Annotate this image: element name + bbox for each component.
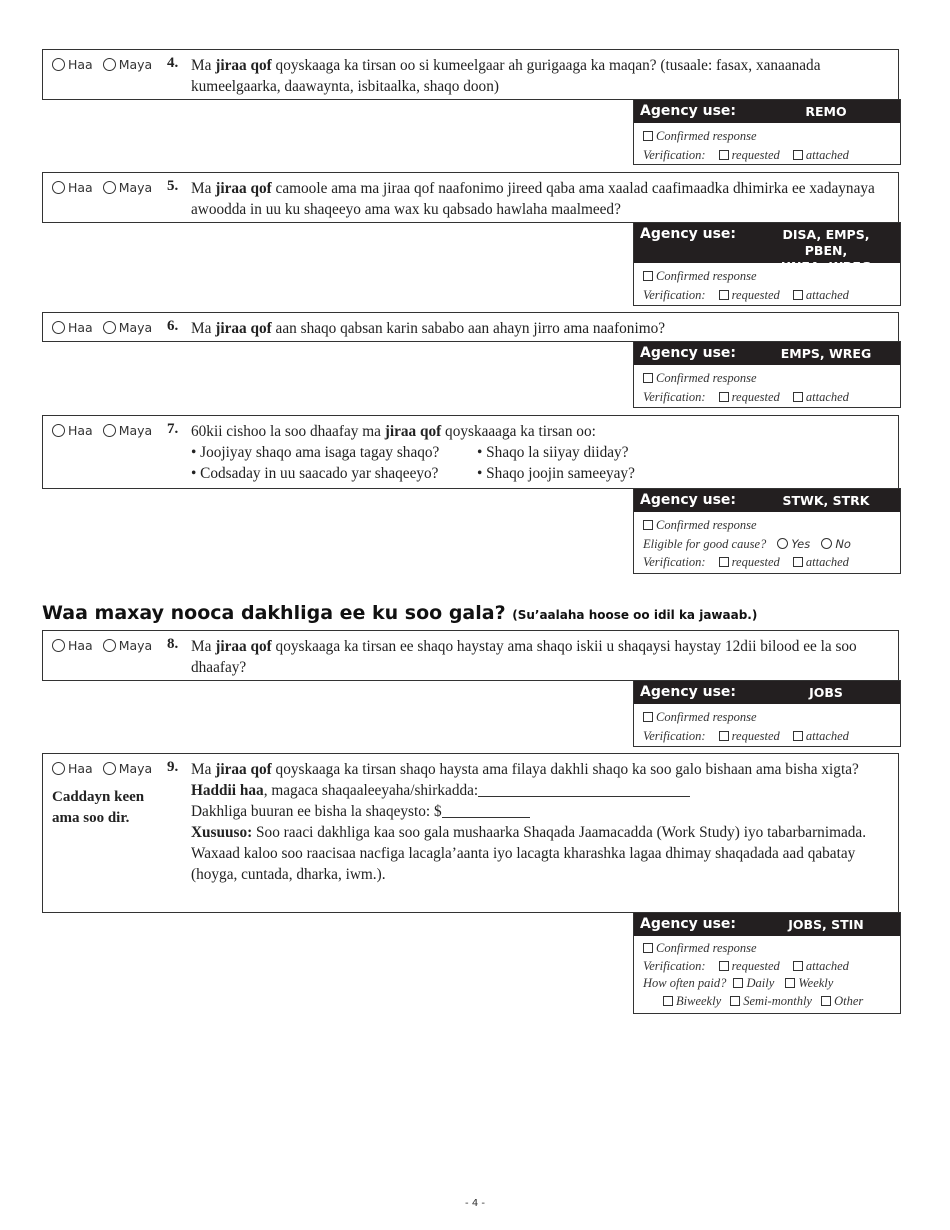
q7-bullet-1: • Joojiyay shaqo ama isaga tagay shaqo? [191,444,440,461]
agency-box-6: Agency use: EMPS, WREG Confirmed response Verification: requested attached [633,341,901,408]
monthly-income-field[interactable] [442,817,530,818]
q7-yes-radio[interactable] [52,424,65,437]
q9-text: Ma jiraa qof qoyskaaga ka tirsan shaqo haysta ama filaya dakhli shaqo ka soo galo bishaan ama bisha xigta? Haddii haa, magaca shaqaaleeyaha/shirkadda: Dakhliga buuran ee bisha la shaqeysto: $ Xusuuso: Soo raaci dakhliga kaa soo gala mushaarka Shaqada Jaamacadda (Work Study) iyo tabarbarnimada. Waxaad kaloo soo raacisaa nacfiga lacagla’aanta iyo lacagta kharashka lagaa dhimay shaqadada aad qabatay (hoyga, cuntada, dharka, iwm.). [191,761,867,883]
confirmed-checkbox[interactable] [643,373,653,383]
q7-bullet-2: • Shaqo la siiyay diiday? [477,444,629,461]
question-6: Haa Maya 6. Ma jiraa qof aan shaqo qabsan karin sababo aan ahayn jirro ama naafonimo? [42,312,899,342]
question-4 [42,49,899,100]
attached-checkbox[interactable] [793,557,803,567]
q4-no-radio[interactable] [103,58,116,71]
q7-text: 60kii cishoo la soo dhaafay ma jiraa qof qoyskaaaga ka tirsan oo: • Joojiyay shaqo ama isaga tagay shaqo? • Shaqo la siiyay diiday? • Codsaday in uu saacado yar shaqeeyo? • Shaqo joojin sameeyay? [191,423,635,482]
agency-box-4: Agency use: REMO Confirmed response Verification: requested attached [633,99,901,165]
agency-label: Agency use: [640,103,737,119]
weekly-checkbox[interactable] [785,978,795,988]
requested-checkbox[interactable] [719,392,729,402]
q5-yes-radio[interactable] [52,181,65,194]
q4-text: Ma jiraa qof qoyskaaga ka tirsan oo si kumeelgaar ah gurigaaga ka maqan? (tusaale: fasax, xanaanada kumeelgaarka, daawaynta, isbitaalka, shaqo doon) [191,57,821,95]
daily-checkbox[interactable] [733,978,743,988]
other-checkbox[interactable] [821,996,831,1006]
q6-no-radio[interactable] [103,321,116,334]
q8-no-radio[interactable] [103,639,116,652]
attached-checkbox[interactable] [793,150,803,160]
agency-box-7: Agency use: STWK, STRK Confirmed response Eligible for good cause? Yes No Verification: requested attached [633,488,901,574]
confirmed-checkbox[interactable] [643,943,653,953]
agency-box-5: Agency use: DISA, EMPS, PBEN, UNEA, WREG Confirmed response Verification: requested attached [633,222,901,306]
q6-agency-codes: EMPS, WREG [780,346,872,361]
q6-number: 6. [167,318,179,334]
question-8: Haa Maya 8. Ma jiraa qof qoyskaaga ka tirsan ee shaqo haystay ama shaqo iskii u shaqaysi haystay 12dii bilood ee la soo dhaafay? [42,630,899,681]
q6-text: Ma jiraa qof aan shaqo qabsan karin sababo aan ahayn jirro ama naafonimo? [191,320,666,337]
q4-options: Haa Maya [52,57,158,72]
agency-box-8: Agency use: JOBS Confirmed response Verification: requested attached [633,680,901,747]
attached-checkbox[interactable] [793,392,803,402]
q7-bullet-3: • Codsaday in uu saacado yar shaqeeyo? [191,465,439,482]
q8-agency-codes: JOBS [809,685,843,700]
attached-checkbox[interactable] [793,731,803,741]
confirmed-checkbox[interactable] [643,712,653,722]
biweekly-checkbox[interactable] [663,996,673,1006]
confirmed-checkbox[interactable] [643,131,653,141]
q5-number: 5. [167,178,179,194]
employer-name-field[interactable] [478,796,690,797]
confirmed-checkbox[interactable] [643,271,653,281]
question-5: Haa Maya 5. Ma jiraa qof camoole ama ma jiraa qof naafonimo jireed qaba ama xaalad caafimaadka dhimirka ee xadaynaya awoodda in uu ku shaqeeyo ama wax ku qabsado hawlaha maalmeed? [42,172,899,223]
agency-box-9: Agency use: JOBS, STIN Confirmed response Verification: requested attached How often paid? Daily Weekly Biweekly Semi-monthly Other [633,912,901,1014]
q9-yes-radio[interactable] [52,762,65,775]
q5-agency-codes: DISA, EMPS, PBEN, UNEA, WREG [780,227,872,274]
requested-checkbox[interactable] [719,557,729,567]
q4-yes-radio[interactable] [52,58,65,71]
requested-checkbox[interactable] [719,290,729,300]
confirmed-checkbox[interactable] [643,520,653,530]
eligible-yes-radio[interactable] [777,538,788,549]
q9-agency-codes: JOBS, STIN [788,917,864,932]
q7-number: 7. [167,421,179,437]
q5-no-radio[interactable] [103,181,116,194]
q6-yes-radio[interactable] [52,321,65,334]
attached-checkbox[interactable] [793,290,803,300]
semimonthly-checkbox[interactable] [730,996,740,1006]
q9-no-radio[interactable] [103,762,116,775]
q7-no-radio[interactable] [103,424,116,437]
q9-side-note: Caddayn keen ama soo dir. [52,789,145,826]
q9-number: 9. [167,759,179,775]
requested-checkbox[interactable] [719,150,729,160]
eligible-no-radio[interactable] [821,538,832,549]
question-7: Haa Maya 7. 60kii cishoo la soo dhaafay ma jiraa qof qoyskaaaga ka tirsan oo: • Joojiyay shaqo ama isaga tagay shaqo? • Shaqo la siiyay diiday? • Codsaday in uu saacado yar shaqeeyo? • Shaqo joojin sameeyay? [42,415,899,489]
requested-checkbox[interactable] [719,731,729,741]
q4-number: 4. [167,55,179,71]
question-9: Haa Maya Caddayn keen ama soo dir. 9. Ma jiraa qof qoyskaaga ka tirsan shaqo haysta ama filaya dakhli shaqo ka soo galo bishaan ama bisha xigta? Haddii haa, magaca shaqaaleeyaha/shirkadda: Dakhliga buuran ee bisha la shaqeysto: $ Xusuuso: Soo raaci dakhliga kaa soo gala mushaarka Shaqada Jaamacadda (Work Study) iyo tabarbarnimada. Waxaad kaloo soo raacisaa nacfiga lacagla’aanta iyo lacagta kharashka lagaa dhimay shaqadada aad qabatay (hoyga, cuntada, dharka, iwm.). [42,753,899,913]
requested-checkbox[interactable] [719,961,729,971]
q4-agency-codes: REMO [805,104,847,119]
q7-bullet-4: • Shaqo joojin sameeyay? [477,465,635,482]
q7-agency-codes: STWK, STRK [782,493,870,508]
page-number: - 4 - [465,1198,485,1209]
section-heading: Waa maxay nooca dakhliga ee ku soo gala? (Su’aalaha hoose oo idil ka jawaab.) [42,602,758,624]
q5-text: Ma jiraa qof camoole ama ma jiraa qof naafonimo jireed qaba ama xaalad caafimaadka dhimirka ee xadaynaya awoodda in uu ku shaqeeyo ama wax ku qabsado hawlaha maalmeed? [191,180,875,218]
attached-checkbox[interactable] [793,961,803,971]
q8-yes-radio[interactable] [52,639,65,652]
q8-number: 8. [167,636,179,652]
q8-text: Ma jiraa qof qoyskaaga ka tirsan ee shaqo haystay ama shaqo iskii u shaqaysi haystay 12dii bilood ee la soo dhaafay? [191,638,857,676]
